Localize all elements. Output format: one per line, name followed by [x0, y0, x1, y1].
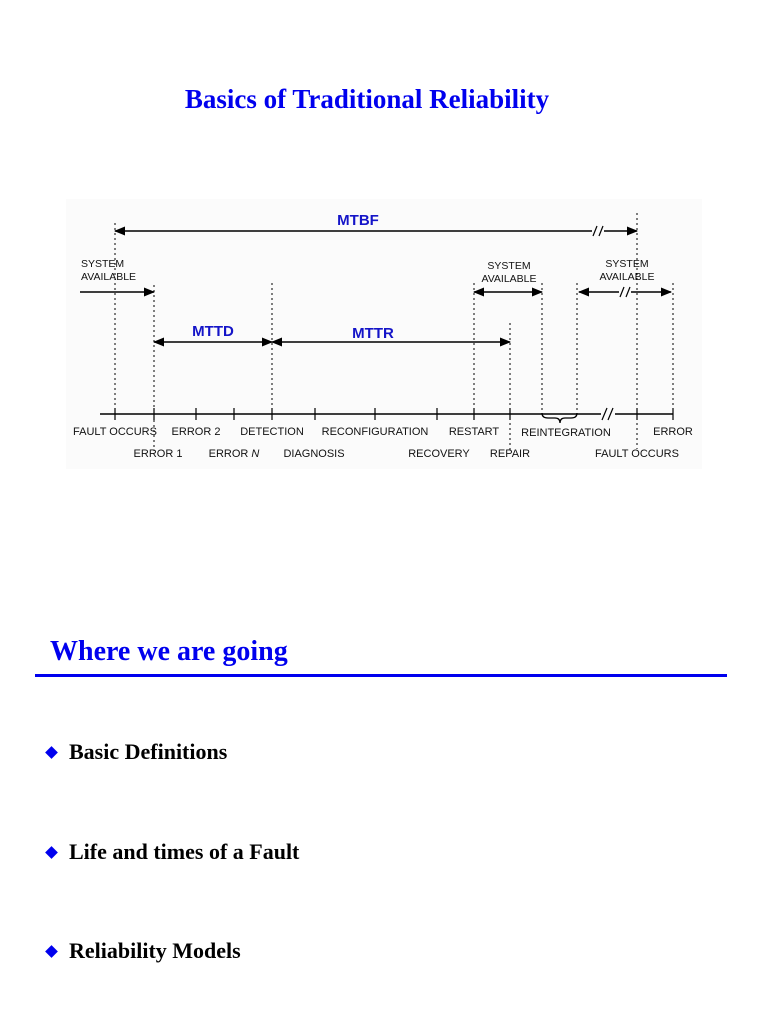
system-available-1-line2: AVAILABLE [81, 271, 137, 283]
event-error: ERROR [653, 426, 693, 438]
event-recovery: RECOVERY [408, 448, 470, 460]
system-available-2-line2: AVAILABLE [481, 273, 537, 285]
mttr-label: MTTR [352, 325, 394, 342]
bullet-basic-definitions [44, 737, 227, 767]
bullet-text: Basic Definitions [69, 739, 228, 764]
bullet-reliability-models [44, 936, 241, 966]
diamond-bullet-icon [45, 945, 58, 958]
event-error-n: ERROR N [208, 448, 260, 460]
diamond-bullet-icon [45, 846, 58, 859]
event-restart: RESTART [448, 426, 500, 438]
mttd-label: MTTD [192, 323, 234, 340]
bullet-text: Life and times of a Fault [69, 839, 300, 864]
event-fault-occurs: FAULT OCCURS [73, 426, 157, 438]
system-available-1-line1: SYSTEM [81, 258, 125, 270]
event-diagnosis: DIAGNOSIS [283, 448, 345, 460]
event-fault-occurs-2: FAULT OCCURS [595, 448, 679, 460]
bullet-text: Reliability Models [69, 938, 241, 963]
event-reintegration: REINTEGRATION [521, 427, 611, 439]
diamond-bullet-icon [45, 746, 58, 759]
section-divider [35, 674, 727, 677]
system-available-3-line2: AVAILABLE [599, 271, 655, 283]
event-error-2: ERROR 2 [171, 426, 221, 438]
event-repair: REPAIR [489, 448, 531, 460]
event-error-1: ERROR 1 [133, 448, 183, 460]
section-heading: Where we are going [50, 636, 288, 667]
bullet-life-and-times [44, 837, 299, 867]
slide-title: Basics of Traditional Reliability [184, 84, 550, 114]
event-reconfiguration: RECONFIGURATION [321, 426, 429, 438]
mtbf-label: MTBF [337, 212, 379, 229]
event-detection: DETECTION [240, 426, 304, 438]
system-available-3-line1: SYSTEM [605, 258, 649, 270]
system-available-2-line1: SYSTEM [487, 260, 531, 272]
timeline-svg [66, 199, 702, 469]
reliability-timeline-diagram [66, 199, 702, 469]
